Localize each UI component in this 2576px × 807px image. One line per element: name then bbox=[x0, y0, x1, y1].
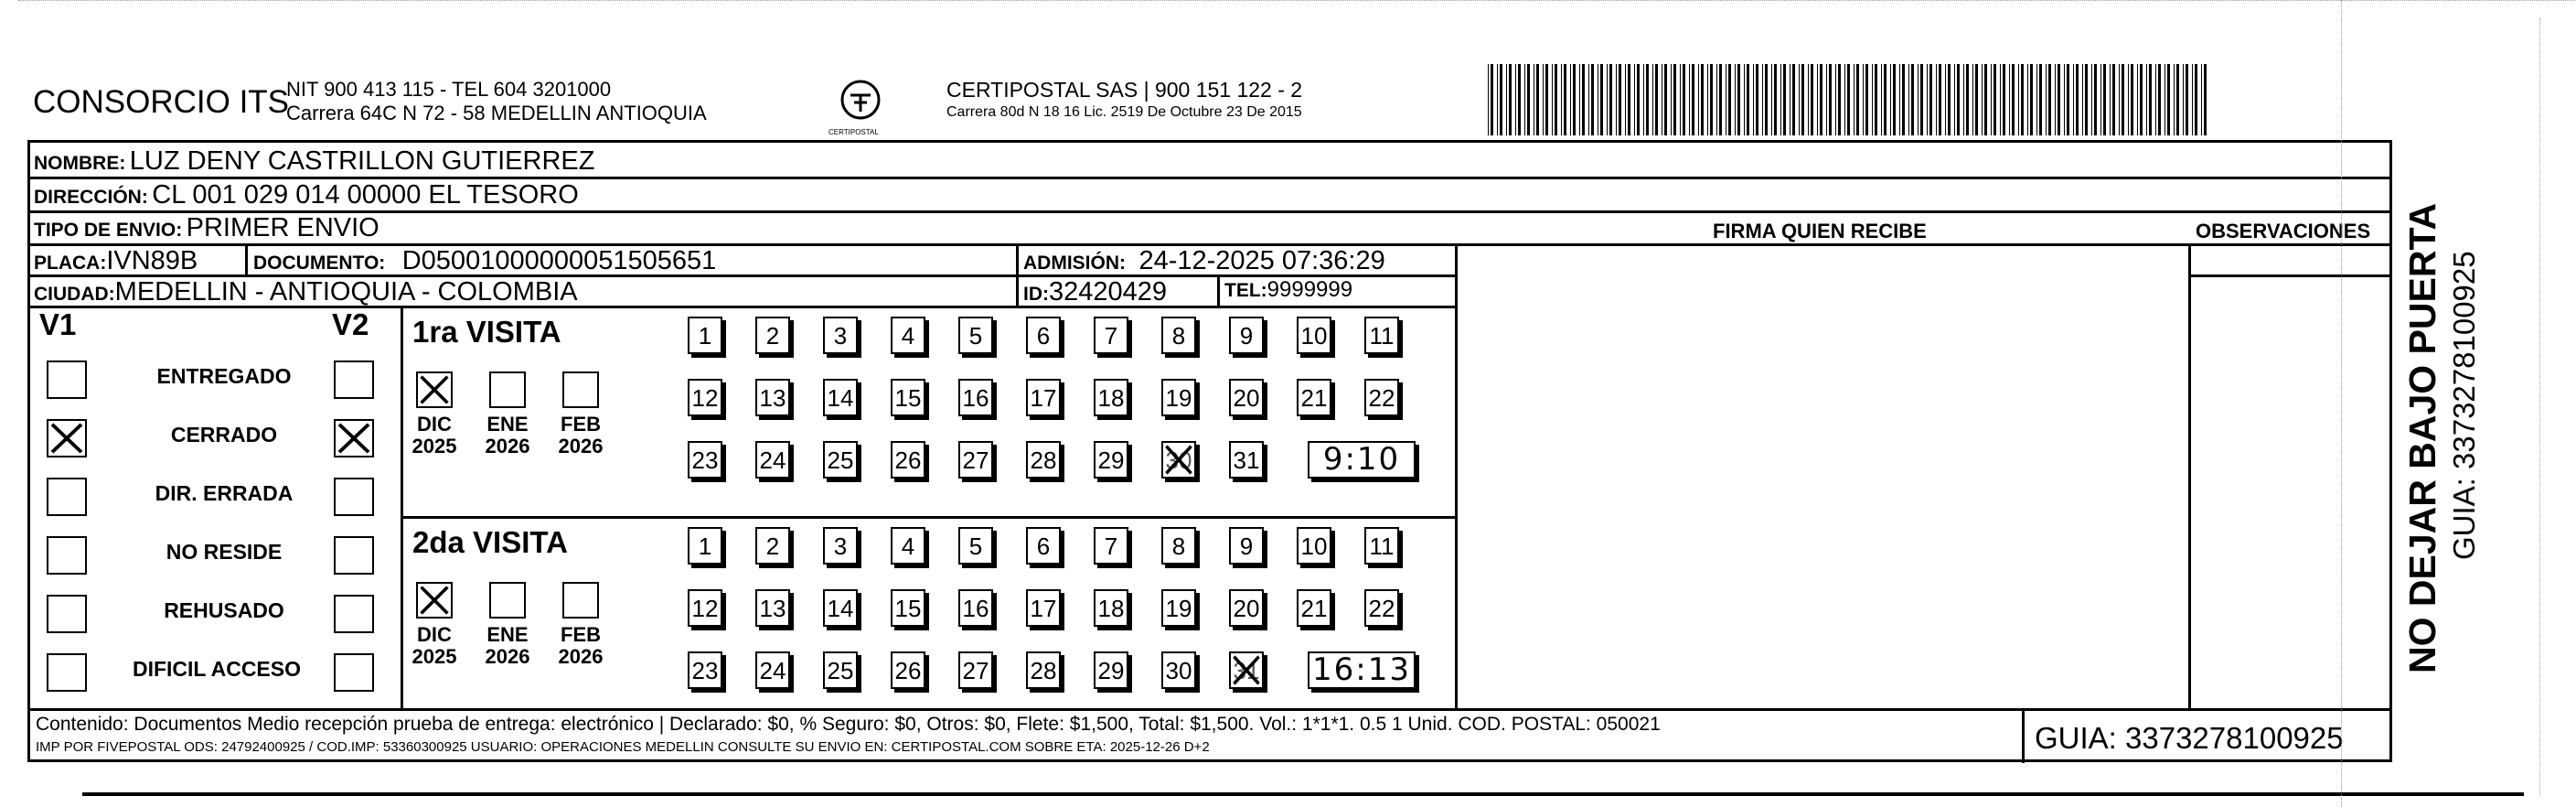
v2-checkbox-entregado[interactable] bbox=[334, 360, 374, 399]
first-day-9[interactable]: 9 bbox=[1229, 317, 1264, 354]
first-day-4[interactable]: 4 bbox=[891, 317, 925, 354]
tel-value: 9999999 bbox=[1267, 277, 1353, 302]
first-day-27[interactable]: 27 bbox=[958, 441, 993, 479]
second-day-16[interactable]: 16 bbox=[958, 589, 993, 627]
second-month-checkbox-feb[interactable] bbox=[562, 582, 599, 619]
first-day-3[interactable]: 3 bbox=[823, 317, 858, 354]
second-visit-title: 2da VISITA bbox=[412, 525, 568, 559]
company-address: Carrera 64C N 72 - 58 MEDELLIN ANTIOQUIA bbox=[286, 102, 707, 124]
second-day-13[interactable]: 13 bbox=[755, 589, 790, 627]
first-day-31[interactable]: 31 bbox=[1229, 441, 1264, 479]
v2-checkbox-cerrado[interactable] bbox=[334, 419, 374, 457]
v1-checkbox-dificil-acceso[interactable] bbox=[47, 653, 87, 692]
second-day-3[interactable]: 3 bbox=[823, 527, 858, 565]
second-day-6[interactable]: 6 bbox=[1026, 527, 1061, 565]
first-day-5[interactable]: 5 bbox=[958, 317, 993, 354]
second-month-label-dic: DIC 2025 bbox=[412, 623, 457, 668]
first-day-30[interactable]: 30 bbox=[1161, 441, 1196, 479]
first-day-23[interactable]: 23 bbox=[688, 441, 722, 479]
second-day-7[interactable]: 7 bbox=[1094, 527, 1128, 565]
first-day-16[interactable]: 16 bbox=[958, 379, 993, 416]
second-day-2[interactable]: 2 bbox=[755, 527, 790, 565]
first-day-7[interactable]: 7 bbox=[1094, 317, 1128, 354]
admision-value: 24-12-2025 07:36:29 bbox=[1138, 246, 1385, 275]
second-day-12[interactable]: 12 bbox=[688, 589, 722, 627]
carrier-license: Carrera 80d N 18 16 Lic. 2519 De Octubre 23 De 2015 bbox=[946, 104, 1302, 120]
bottom-border bbox=[82, 792, 2524, 796]
documento-label: DOCUMENTO: bbox=[253, 253, 386, 274]
first-day-14[interactable]: 14 bbox=[823, 379, 858, 416]
first-month-checkbox-ene[interactable] bbox=[489, 371, 526, 408]
second-day-5[interactable]: 5 bbox=[958, 527, 993, 565]
v2-checkbox-dificil-acceso[interactable] bbox=[334, 653, 374, 692]
v1-checkbox-entregado[interactable] bbox=[47, 360, 87, 399]
ciudad-value: MEDELLIN - ANTIOQUIA - COLOMBIA bbox=[114, 277, 578, 307]
no-dejar-bajo-puerta: NO DEJAR BAJO PUERTA bbox=[2401, 202, 2443, 673]
v1-checkbox-dir-errada[interactable] bbox=[47, 478, 87, 516]
second-month-checkbox-ene[interactable] bbox=[489, 582, 526, 619]
second-day-30[interactable]: 30 bbox=[1161, 651, 1196, 689]
second-day-4[interactable]: 4 bbox=[891, 527, 925, 565]
second-day-21[interactable]: 21 bbox=[1297, 589, 1331, 627]
placa-label: PLACA: bbox=[34, 253, 107, 274]
first-day-2[interactable]: 2 bbox=[755, 317, 790, 354]
first-day-28[interactable]: 28 bbox=[1026, 441, 1061, 479]
direccion-label: DIRECCIÓN: bbox=[34, 187, 148, 208]
first-day-19[interactable]: 19 bbox=[1161, 379, 1196, 416]
first-day-1[interactable]: 1 bbox=[688, 317, 722, 354]
second-day-20[interactable]: 20 bbox=[1229, 589, 1264, 627]
second-time-box[interactable] bbox=[1308, 651, 1416, 689]
first-day-15[interactable]: 15 bbox=[891, 379, 925, 416]
top-border bbox=[18, 0, 2576, 3]
first-day-29[interactable]: 29 bbox=[1094, 441, 1128, 479]
second-day-18[interactable]: 18 bbox=[1094, 589, 1128, 627]
second-day-31[interactable]: 31 bbox=[1229, 651, 1264, 689]
first-day-13[interactable]: 13 bbox=[755, 379, 790, 416]
ciudad-label: CIUDAD: bbox=[34, 284, 115, 305]
first-time-handwritten: 9:10 bbox=[1322, 441, 1401, 478]
status-label-dificil-acceso: DIFICIL ACCESO bbox=[132, 657, 301, 681]
status-label-cerrado: CERRADO bbox=[170, 423, 278, 447]
v2-checkbox-rehusado[interactable] bbox=[334, 595, 374, 633]
first-day-10[interactable]: 10 bbox=[1297, 317, 1331, 354]
footer-contenido: Contenido: Documentos Medio recepción prueba de entrega: electrónico | Declarado: $0, % Seguro: $0, Otros: $0, Flete: $1,500, Total: $1,500. Vol.: 1*1*1. 0.5 1 Unid. COD. POSTAL: 050021 bbox=[36, 714, 1661, 735]
company-nit: NIT 900 413 115 - TEL 604 3201000 bbox=[286, 78, 612, 101]
second-day-8[interactable]: 8 bbox=[1161, 527, 1196, 565]
direccion-value: CL 001 029 014 00000 EL TESORO bbox=[152, 180, 579, 210]
side-guia: GUIA: 3373278100925 bbox=[2447, 251, 2481, 560]
v2-checkbox-no-reside[interactable] bbox=[334, 536, 374, 575]
v2-checkbox-dir-errada[interactable] bbox=[334, 478, 374, 516]
v2-label: V2 bbox=[332, 307, 369, 341]
first-day-12[interactable]: 12 bbox=[688, 379, 722, 416]
placa-value: IVN89B bbox=[106, 246, 198, 275]
tipo-envio-label: TIPO DE ENVIO: bbox=[34, 220, 183, 241]
first-day-6[interactable]: 6 bbox=[1026, 317, 1061, 354]
first-day-25[interactable]: 25 bbox=[823, 441, 858, 479]
status-label-rehusado: REHUSADO bbox=[164, 598, 284, 622]
status-label-entregado: ENTREGADO bbox=[156, 364, 292, 388]
second-day-26[interactable]: 26 bbox=[891, 651, 925, 689]
firma-label: FIRMA QUIEN RECIBE bbox=[1713, 220, 1927, 242]
first-day-17[interactable]: 17 bbox=[1026, 379, 1061, 416]
v1-checkbox-no-reside[interactable] bbox=[47, 536, 87, 575]
status-label-dir-errada: DIR. ERRADA bbox=[155, 481, 294, 505]
form-frame bbox=[27, 140, 2392, 762]
first-day-21[interactable]: 21 bbox=[1297, 379, 1331, 416]
second-time-handwritten: 16:13 bbox=[1312, 651, 1411, 688]
first-day-22[interactable]: 22 bbox=[1364, 379, 1399, 416]
second-day-22[interactable]: 22 bbox=[1364, 589, 1399, 627]
second-day-14[interactable]: 14 bbox=[823, 589, 858, 627]
logo-text: CERTIPOSTAL bbox=[828, 128, 879, 136]
second-day-23[interactable]: 23 bbox=[688, 651, 722, 689]
admision-label: ADMISIÓN: bbox=[1023, 253, 1126, 274]
first-time-box[interactable] bbox=[1308, 441, 1416, 479]
first-visit-title: 1ra VISITA bbox=[412, 315, 561, 349]
v1-label: V1 bbox=[39, 307, 77, 341]
first-day-20[interactable]: 20 bbox=[1229, 379, 1264, 416]
second-day-9[interactable]: 9 bbox=[1229, 527, 1264, 565]
first-day-8[interactable]: 8 bbox=[1161, 317, 1196, 354]
first-day-24[interactable]: 24 bbox=[755, 441, 790, 479]
first-month-label-feb: FEB 2026 bbox=[558, 413, 604, 457]
carrier-name: CERTIPOSTAL SAS | 900 151 122 - 2 bbox=[946, 78, 1303, 102]
second-day-25[interactable]: 25 bbox=[823, 651, 858, 689]
first-month-label-dic: DIC 2025 bbox=[412, 413, 457, 457]
tipo-envio-value: PRIMER ENVIO bbox=[186, 213, 379, 242]
second-day-1[interactable]: 1 bbox=[688, 527, 722, 565]
id-label: ID: bbox=[1023, 284, 1049, 305]
second-month-label-feb: FEB 2026 bbox=[558, 623, 604, 668]
footer-guia: GUIA: 3373278100925 bbox=[2035, 721, 2344, 755]
first-day-18[interactable]: 18 bbox=[1094, 379, 1128, 416]
nombre-value: LUZ DENY CASTRILLON GUTIERREZ bbox=[129, 146, 595, 176]
certipostal-logo-icon bbox=[834, 75, 887, 128]
id-value: 32420429 bbox=[1049, 277, 1168, 307]
observaciones-label: OBSERVACIONES bbox=[2196, 220, 2371, 242]
tel-label: TEL: bbox=[1224, 280, 1267, 301]
second-day-15[interactable]: 15 bbox=[891, 589, 925, 627]
second-month-checkbox-dic[interactable] bbox=[416, 582, 453, 619]
second-day-19[interactable]: 19 bbox=[1161, 589, 1196, 627]
second-day-10[interactable]: 10 bbox=[1297, 527, 1331, 565]
right-border bbox=[2341, 0, 2343, 807]
company-name: CONSORCIO ITS bbox=[33, 84, 290, 120]
second-day-27[interactable]: 27 bbox=[958, 651, 993, 689]
status-label-no-reside: NO RESIDE bbox=[166, 540, 283, 564]
first-month-label-ene: ENE 2026 bbox=[485, 413, 530, 457]
nombre-label: NOMBRE: bbox=[34, 153, 126, 174]
second-day-29[interactable]: 29 bbox=[1094, 651, 1128, 689]
second-day-17[interactable]: 17 bbox=[1026, 589, 1061, 627]
second-day-11[interactable]: 11 bbox=[1364, 527, 1399, 565]
second-month-label-ene: ENE 2026 bbox=[485, 623, 530, 668]
v1-checkbox-cerrado[interactable] bbox=[47, 419, 87, 457]
second-day-24[interactable]: 24 bbox=[755, 651, 790, 689]
first-day-11[interactable]: 11 bbox=[1364, 317, 1399, 354]
documento-value: D05001000000051505651 bbox=[401, 246, 717, 275]
first-day-26[interactable]: 26 bbox=[891, 441, 925, 479]
barcode-icon bbox=[1488, 64, 2215, 135]
edge-line bbox=[2539, 18, 2541, 796]
v1-checkbox-rehusado[interactable] bbox=[47, 595, 87, 633]
footer-imp: IMP POR FIVEPOSTAL ODS: 24792400925 / COD.IMP: 53360300925 USUARIO: OPERACIONES MEDELLIN CONSULTE SU ENVIO EN: CERTIPOSTAL.COM SOBRE ETA: 2025-12-26 D+2 bbox=[36, 739, 1210, 755]
first-month-checkbox-dic[interactable] bbox=[416, 371, 453, 408]
second-day-28[interactable]: 28 bbox=[1026, 651, 1061, 689]
first-month-checkbox-feb[interactable] bbox=[562, 371, 599, 408]
